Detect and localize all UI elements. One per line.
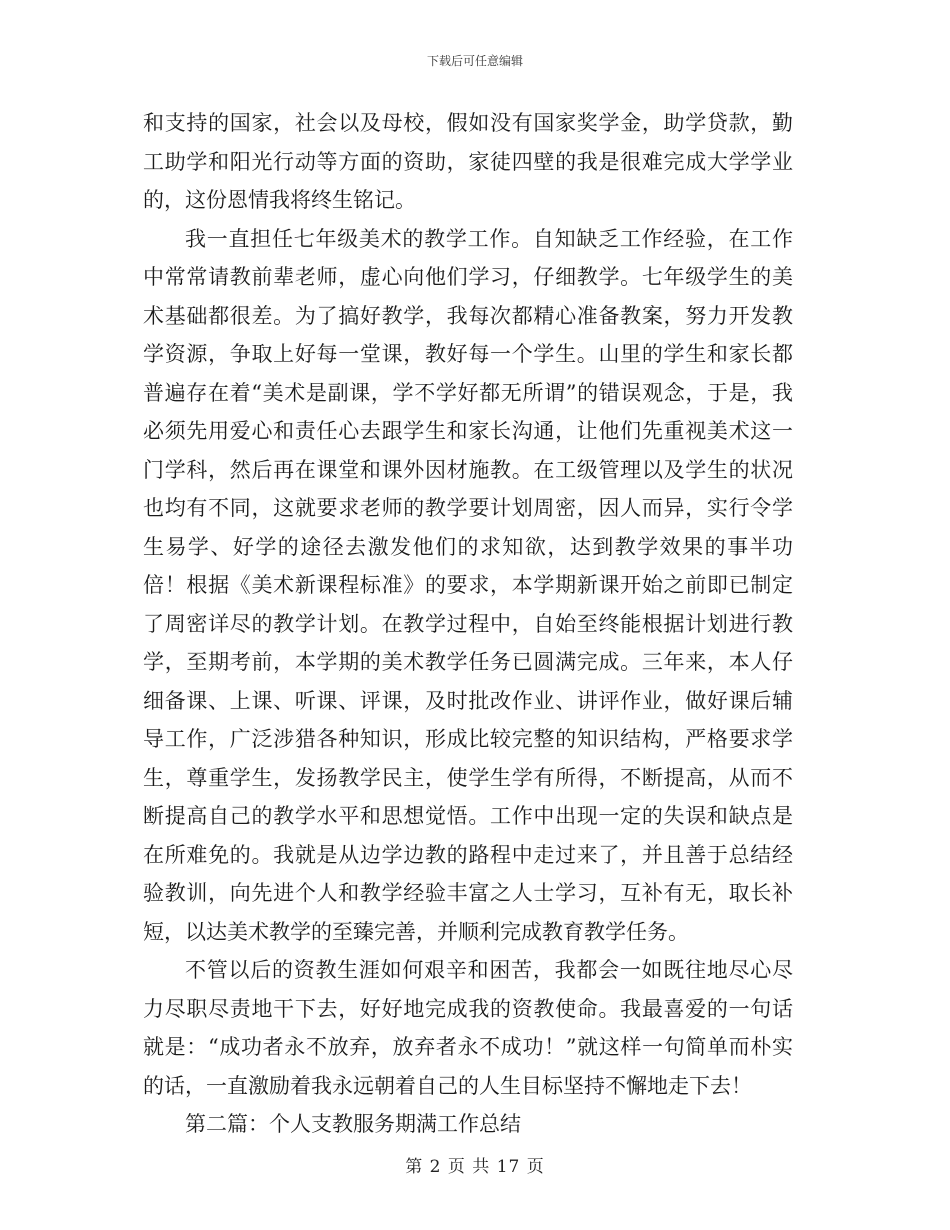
page-number-footer: 第 2 页 共 17 页	[405, 1157, 545, 1177]
paragraph-commitment: 不管以后的资教生涯如何艰辛和困苦，我都会一如既往地尽心尽力尽职尽责地干下去，好好地完成我的资教使命。我最喜爱的一句话就是：“成功者永不放弃，放弃者永不成功！”就这样一句简单而朴实的话，一直激励着我永远朝着自己的人生目标坚持不懈地走下去！	[143, 958, 793, 1098]
paragraph-continuation: 和支持的国家，社会以及母校，假如没有国家奖学金，助学贷款，勤工助学和阳光行动等方面的资助，家徒四壁的我是很难完成大学学业的，这份恩情我将终生铭记。	[143, 111, 793, 212]
document-body	[143, 104, 793, 1144]
section-heading: 第二篇：个人支教服务期满工作总结	[185, 1112, 521, 1136]
paragraph-teaching-work: 我一直担任七年级美术的教学工作。自知缺乏工作经验，在工作中常常请教前辈老师，虚心向他们学习，仔细教学。七年级学生的美术基础都很差。为了搞好教学，我每次都精心准备教案，努力开发教学资源，争取上好每一堂课，教好每一个学生。山里的学生和家长都普遍存在着“美术是副课，学不学好都无所谓”的错误观念，于是，我必须先用爱心和责任心去跟学生和家长沟通，让他们先重视美术这一门学科，然后再在课堂和课外因材施教。在工级管理以及学生的状况也均有不同，这就要求老师的教学要计划周密，因人而异，实行令学生易学、好学的途径去激发他们的求知欲，达到教学效果的事半功倍！根据《美术新课程标准》的要求，本学期新课开始之前即已制定了周密详尽的教学计划。在教学过程中，自始至终能根据计划进行教学，至期考前，本学期的美术教学任务已圆满完成。三年来，本人仔细备课、上课、听课、评课，及时批改作业、讲评作业，做好课后辅导工作，广泛涉猎各种知识，形成比较完整的知识结构，严格要求学生，尊重学生，发扬教学民主，使学生学有所得，不断提高，从而不断提高自己的教学水平和思想觉悟。工作中出现一定的失误和缺点是在所难免的。我就是从边学边教的路程中走过来了，并且善于总结经验教训，向先进个人和教学经验丰富之人士学习，互补有无，取长补短，以达美术教学的至臻完善，并顺利完成教育教学任务。	[143, 226, 793, 944]
page-header: 下载后可任意编辑	[426, 54, 523, 68]
